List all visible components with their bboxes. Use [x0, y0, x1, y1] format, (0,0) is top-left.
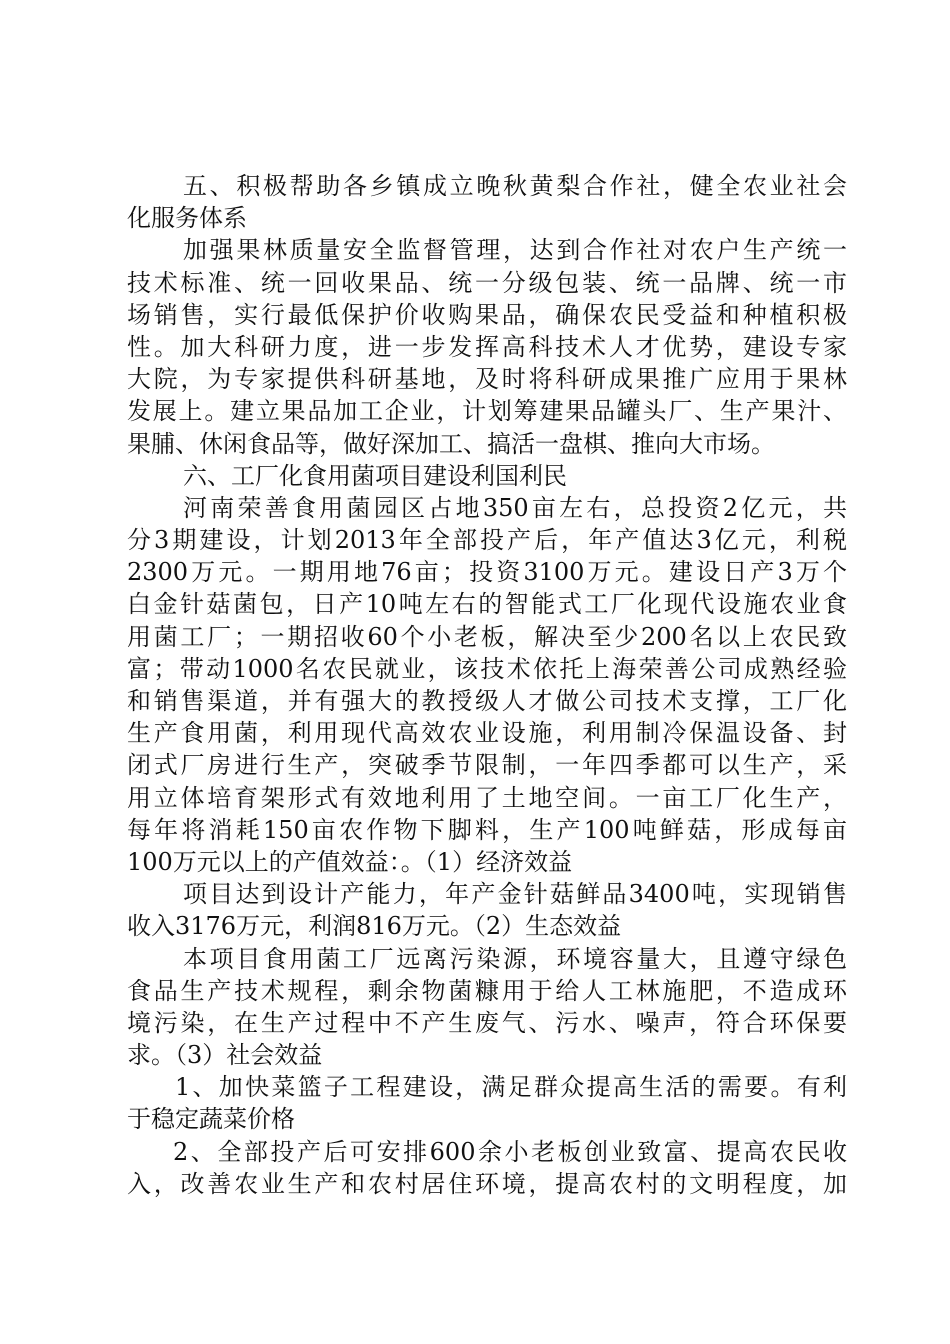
paragraph-line: 生产食用菌，利用现代高效农业设施，利用制冷保温设备、封	[127, 719, 847, 748]
paragraph-line: 富；带动1000名农民就业，该技术依托上海荣善公司成熟经验	[127, 654, 847, 683]
paragraph-line: 性。加大科研力度，进一步发挥高科技术人才优势，建设专家	[127, 332, 847, 361]
paragraph-line: 河南荣善食用菌园区占地350亩左右，总投资2亿元，共	[183, 493, 847, 522]
paragraph-line: 项目达到设计产能力，年产金针菇鲜品3400吨，实现销售	[183, 880, 847, 909]
paragraph-line: 食品生产技术规程，剩余物菌糠用于给人工林施肥，不造成环	[127, 976, 847, 1005]
section-heading-5-continued: 化服务体系	[127, 204, 247, 233]
paragraph-line: 闭式厂房进行生产，突破季节限制，一年四季都可以生产，采	[127, 751, 847, 780]
list-item-2: 2、全部投产后可安排600余小老板创业致富、提高农民收	[173, 1137, 847, 1166]
paragraph-line: 100万元以上的产值效益：。（1）经济效益	[127, 847, 573, 876]
paragraph-line: 用菌工厂；一期招收60个小老板，解决至少200名以上农民致	[127, 622, 847, 651]
paragraph-line: 和销售渠道，并有强大的教授级人才做公司技术支撑，工厂化	[127, 687, 847, 715]
paragraph-line: 本项目食用菌工厂远离污染源，环境容量大，且遵守绿色	[183, 944, 847, 973]
paragraph-line: 技术标准、统一回收果品、统一分级包装、统一品牌、统一市	[127, 268, 847, 297]
paragraph-line: 大院，为专家提供科研基地，及时将科研成果推广应用于果林	[127, 365, 847, 394]
paragraph-line: 场销售，实行最低保护价收购果品，确保农民受益和种植积极	[127, 300, 847, 329]
document-body	[127, 170, 847, 1200]
paragraph-line: 境污染，在生产过程中不产生废气、污水、噪声，符合环保要	[127, 1008, 847, 1037]
list-item-1: 1、加快菜篮子工程建设，满足群众提高生活的需要。有利	[175, 1073, 847, 1102]
paragraph-line: 白金针菇菌包，日产10吨左右的智能式工厂化现代设施农业食	[127, 590, 847, 619]
paragraph-line: 果脯、休闲食品等，做好深加工、搞活一盘棋、推向大市场。	[127, 429, 775, 458]
paragraph-line: 用立体培育架形式有效地利用了土地空间。一亩工厂化生产，	[127, 783, 847, 812]
paragraph-line: 发展上。建立果品加工企业，计划筹建果品罐头厂、生产果汁、	[127, 397, 847, 426]
paragraph-line: 分3期建设，计划2013年全部投产后，年产值达3亿元，利税	[127, 526, 847, 555]
list-item-1-continued: 于稳定蔬菜价格	[127, 1105, 295, 1134]
paragraph-line: 求。（3）社会效益	[127, 1041, 323, 1070]
list-item-2-continued: 入，改善农业生产和农村居住环境，提高农村的文明程度，加	[127, 1169, 847, 1198]
section-heading-5: 五、积极帮助各乡镇成立晚秋黄梨合作社，健全农业社会	[183, 172, 847, 200]
paragraph-line: 2300万元。一期用地76亩；投资3100万元。建设日产3万个	[127, 558, 847, 587]
paragraph-line: 每年将消耗150亩农作物下脚料，生产100吨鲜菇，形成每亩	[127, 815, 847, 844]
paragraph-line: 加强果林质量安全监督管理，达到合作社对农户生产统一	[183, 236, 847, 265]
section-heading-6: 六、工厂化食用菌项目建设利国利民	[183, 461, 567, 490]
paragraph-line: 收入3176万元，利润816万元。（2）生态效益	[127, 912, 622, 941]
